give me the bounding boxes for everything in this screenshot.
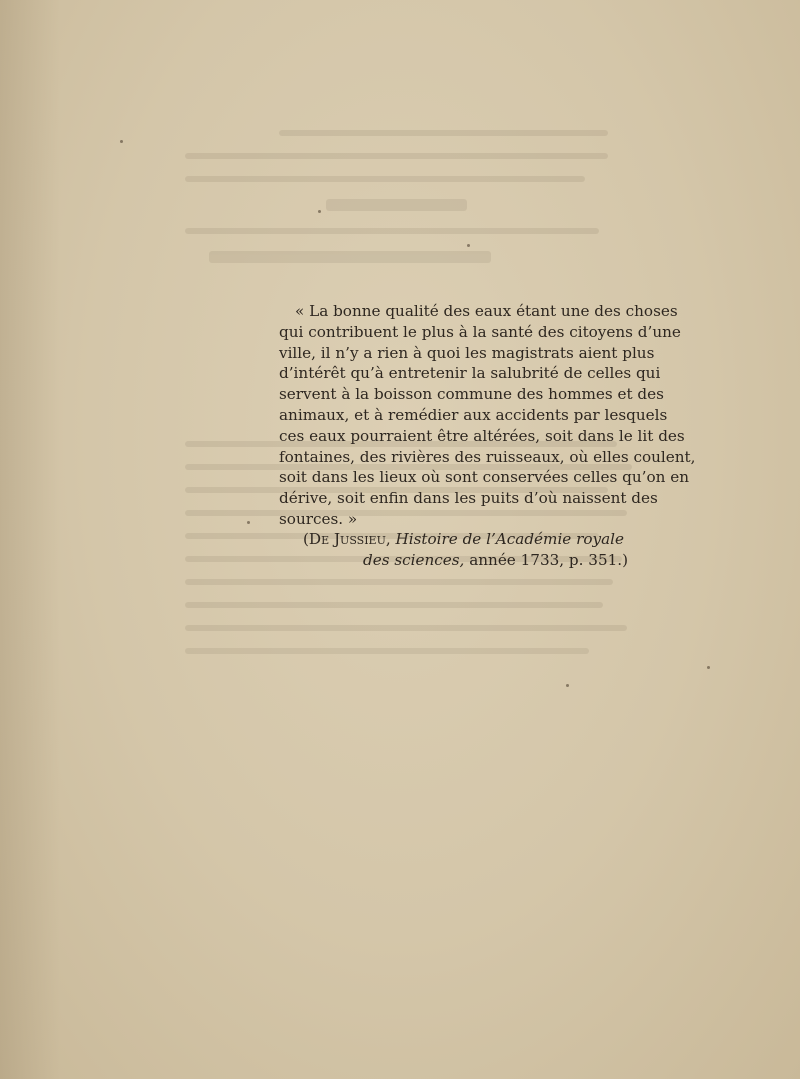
paper-speck — [707, 666, 710, 669]
quote-line: qui contribuent le plus à la santé des citoyens d’une — [279, 322, 681, 341]
citation-open-paren: ( — [302, 530, 309, 548]
citation-author: De Jussieu — [308, 530, 386, 548]
quote-citation — [279, 529, 629, 571]
citation-separator: , — [385, 530, 396, 548]
paper-speck — [247, 521, 250, 524]
quote-line: d’intérêt qu’à entretenir la salubrité de celles qui — [279, 364, 661, 383]
quote-line: soit dans les lieux où sont conservées celles qu’on en — [279, 468, 689, 487]
quote-line: « La bonne qualité des eaux étant une des choses — [295, 302, 678, 320]
quote-line: servent à la boisson commune des hommes et des — [279, 385, 664, 404]
quote-line: sources. » — [279, 509, 358, 528]
quote-line: dérive, soit enfin dans les puits d’où naissent des — [279, 489, 658, 508]
quote-line: animaux, et à remédier aux accidents par lesquels — [279, 405, 668, 424]
paper-speck — [318, 210, 321, 213]
quote-line: fontaines, des rivières des ruisseaux, où elles coulent, — [279, 447, 696, 466]
citation-work-title-cont: des sciences, — [363, 550, 465, 569]
citation-line-1 — [279, 529, 624, 550]
citation-year-page: année 1733, p. 351.) — [464, 550, 629, 569]
paper-speck — [467, 244, 470, 247]
paper-speck — [566, 684, 569, 687]
quote-line: ces eaux pourraient être altérées, soit dans le lit des — [279, 426, 685, 445]
epigraph-quote — [279, 301, 696, 530]
quote-line: ville, il n’y a rien à quoi les magistrats aient plus — [279, 343, 655, 362]
citation-work-title: Histoire de l’Académie royale — [395, 530, 624, 548]
page-edge-shadow — [0, 0, 60, 1079]
citation-line-2 — [279, 550, 629, 571]
paper-speck — [120, 140, 123, 143]
